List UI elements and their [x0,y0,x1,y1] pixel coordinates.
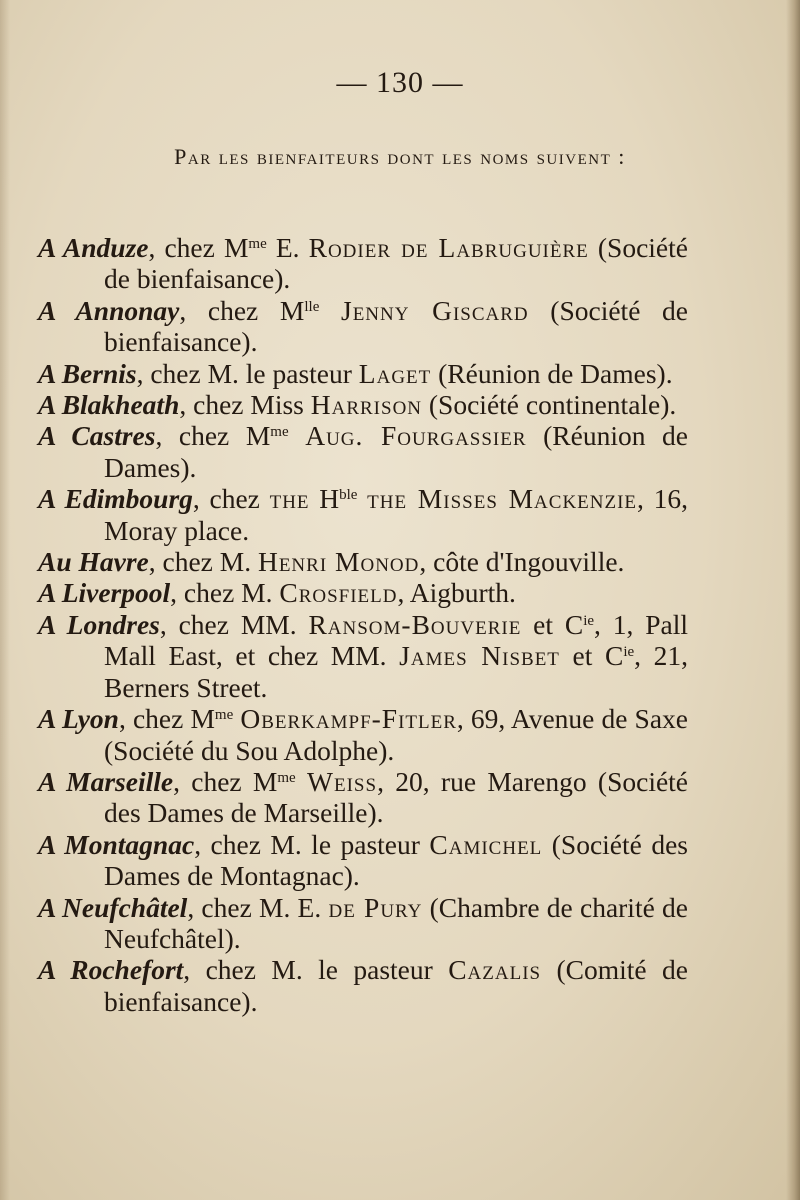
list-item: A Rochefort, chez M. le pasteur Cazalis (Comité de bienfaisance). [38,954,689,1017]
title-abbreviation: me [248,236,267,252]
list-item: A Annonay, chez $M^{lle}$ Jenny Giscard (Société de bienfaisance). [38,294,688,358]
place-name: A Castres [38,420,156,452]
list-item: A Marseille, chez $M^{me}$ Weiss, 20, rue Marengo (Société des Dames de Marseille). [38,765,689,829]
place-name: A Liverpool [38,577,171,609]
person-name: Aug. Fourgassier [305,420,527,452]
person-name: Ransom-Bouverie [308,608,522,640]
place-name: A Montagnac [38,828,195,860]
list-item: A Blakheath, chez Miss Harrison (Société continentale). [38,389,677,421]
place-name: A Edimbourg [38,483,193,515]
place-name: Au Havre [38,546,149,578]
benefactor-list [38,232,688,1017]
list-item: A Neufchâtel, chez M. E. de Pury (Chambre de charité de Neufchâtel). [38,891,688,954]
list-item: A Lyon, chez $M^{me}$ Oberkampf-Fitler, 69, Avenue de Saxe (Société du Sou Adolphe). [38,703,689,766]
place-name: A Annonay [38,294,180,326]
place-name: A Anduze [38,232,149,263]
person-name: Jenny Giscard [341,294,529,326]
title-abbreviation: me [277,769,296,786]
person-name: Crosfield [279,577,398,609]
list-item: A Montagnac, chez M. le pasteur Camichel (Société des Dames de Montagnac). [38,828,688,892]
list-item: A Anduze, chez $M^{me}$ E. Rodier de Labruguière (Société de bienfaisance). [38,232,688,295]
list-item: Au Havre, chez M. Henri Monod, côte d'Ingouville. [38,546,625,578]
place-name: A Marseille [38,765,174,797]
list-item: A Bernis, chez M. le pasteur Laget (Réunion de Dames). [38,357,673,389]
person-name: Laget [358,357,432,389]
person-name: the [269,483,310,515]
person-name: Henri Monod [257,546,420,578]
section-heading: Par les bienfaiteurs dont les noms suivent : [174,144,626,169]
list-item: A Londres, chez MM. Ransom-Bouverie et $C^{ie}$, 1, Pall Mall East, et chez MM. James Nisbet et $C^{ie}$, 21, Berners Street. [38,608,688,703]
person-name: Rodier de Labruguière [308,232,589,263]
place-name: A Neufchâtel [38,891,188,923]
person-name: Oberkampf-Fitler [240,703,457,735]
place-name: A Rochefort [38,954,184,986]
person-name: the Misses Mackenzie [367,483,638,515]
place-name: A Bernis [38,357,137,389]
title-abbreviation: me [270,424,289,441]
person-name: Harrison [310,389,423,421]
title-abbreviation: lle [304,298,320,315]
person-name: Weiss [307,765,378,797]
title-abbreviation: ie [623,644,635,661]
person-name: Cazalis [448,954,542,986]
place-name: A Londres [38,608,160,640]
title-abbreviation: ie [583,612,595,629]
person-name: Camichel [429,828,543,860]
place-name: A Blakheath [38,389,180,421]
list-item: A Edimbourg, chez the $H^{ble}$ the Misses Mackenzie, 16, Moray place. [38,483,689,546]
list-item: A Castres, chez $M^{me}$ Aug. Fourgassier (Réunion de Dames). [38,420,688,483]
list-item: A Liverpool, chez M. Crosfield, Aigburth. [38,577,516,609]
page-edge-left [0,0,10,1200]
person-name: de Pury [328,891,423,923]
page-edge-right [786,0,800,1200]
place-name: A Lyon [38,703,119,735]
title-abbreviation: me [214,707,234,724]
person-name: James Nisbet [399,640,560,672]
title-abbreviation: ble [339,487,358,504]
page-number: — 130 — [336,66,464,99]
